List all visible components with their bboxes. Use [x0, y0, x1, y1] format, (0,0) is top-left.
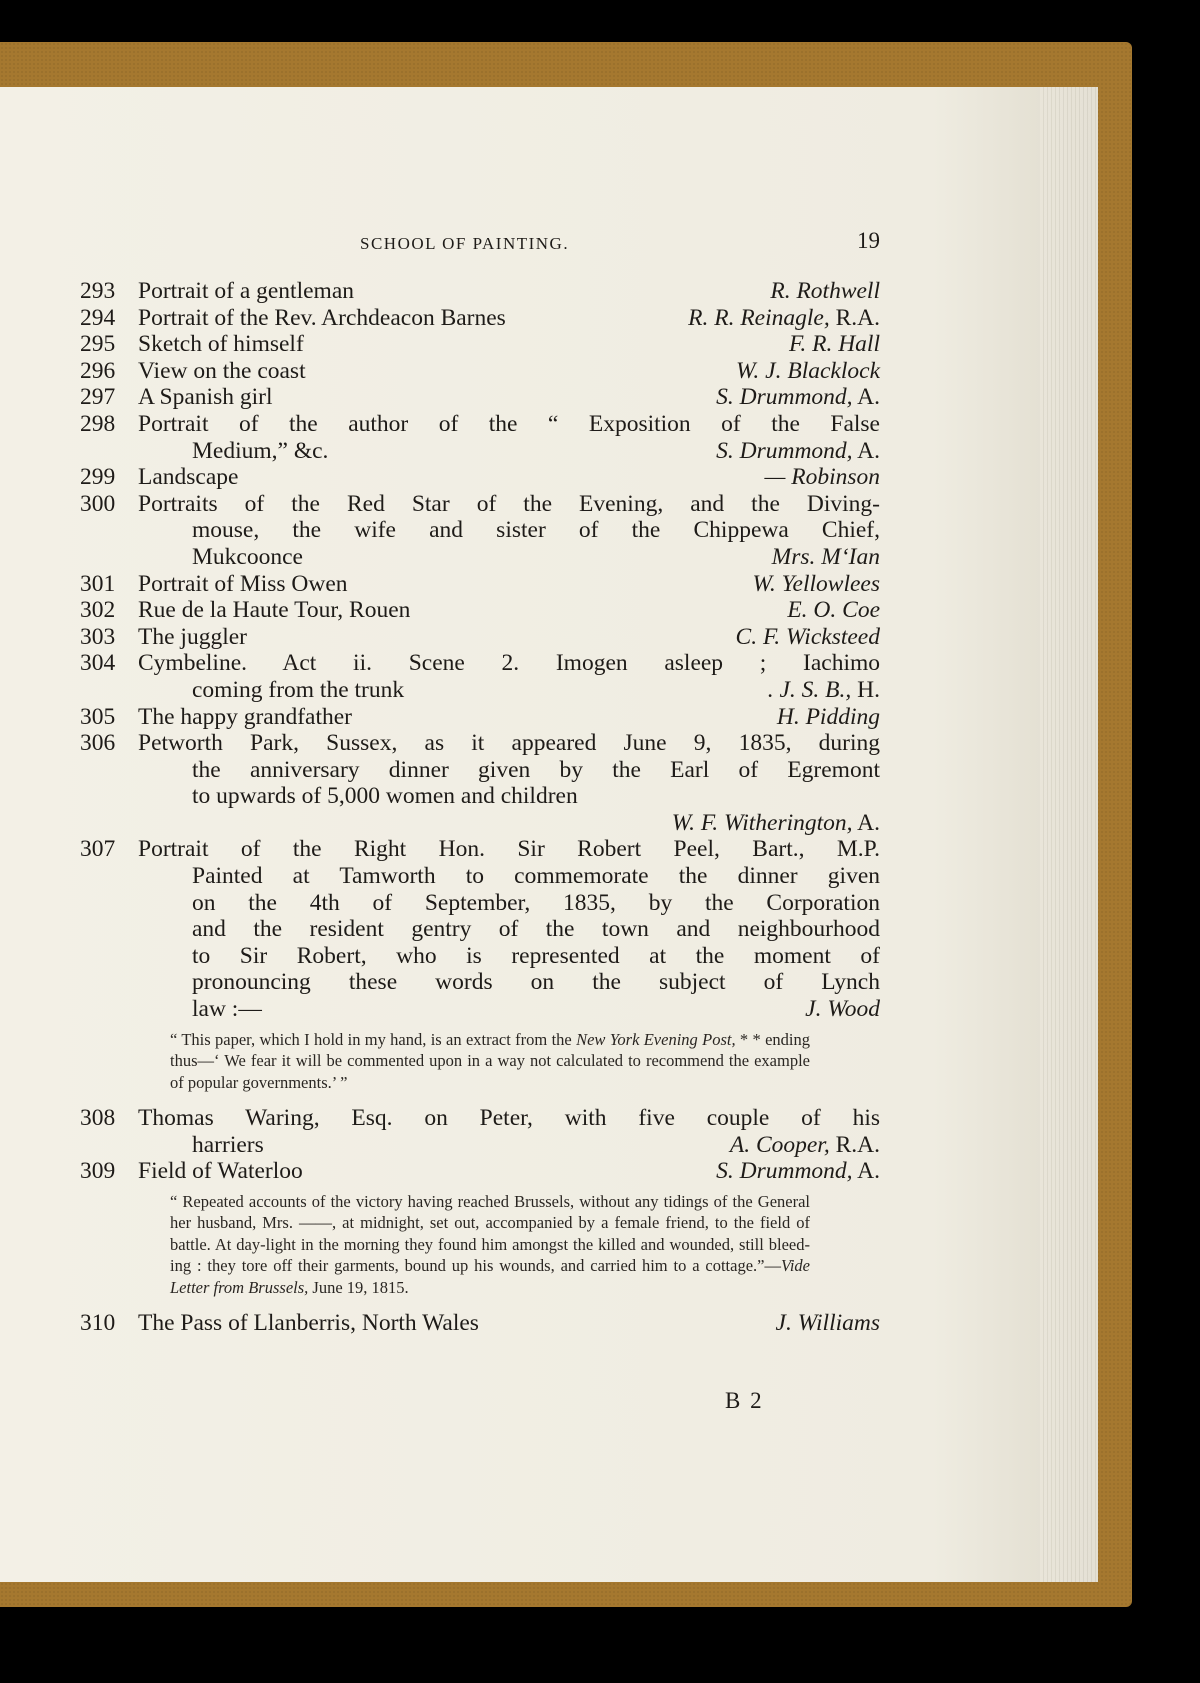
catalogue-entry — [80, 624, 880, 651]
artist-name — [764, 464, 880, 491]
artist-text: S. Drummond, — [716, 1158, 853, 1185]
catalogue-entry — [80, 1310, 880, 1337]
entry-title: pronouncing these words on the subject of Lynch — [192, 969, 880, 996]
entry-line — [80, 1158, 880, 1185]
entry-title: Field of Waterloo — [138, 1158, 303, 1185]
entry-title: Landscape — [138, 464, 239, 491]
entry-title: Portrait of the Rev. Archdeacon Barnes — [138, 304, 506, 331]
catalogue-entry — [80, 836, 880, 1093]
entry-title: mouse, the wife and sister of the Chippewa Chief, — [192, 517, 880, 544]
catalogue-entry — [80, 1105, 880, 1158]
entry-line — [80, 650, 880, 677]
entry-number: 293 — [80, 278, 116, 304]
entry-line — [80, 916, 880, 943]
entry-number: 307 — [80, 836, 116, 863]
entry-number: 304 — [80, 650, 116, 677]
artist-text: F. R. Hall — [789, 331, 880, 358]
running-head: SCHOOL OF PAINTING. — [360, 234, 570, 253]
entry-title: Petworth Park, Sussex, as it appeared June 9, 1835, during — [138, 730, 880, 757]
entry-title: Thomas Waring, Esq. on Peter, with five couple of his — [138, 1105, 880, 1132]
artist-text: R. R. Reinagle, — [688, 304, 830, 331]
entry-title: to upwards of 5,000 women and children — [192, 783, 578, 810]
artist-text: E. O. Coe — [787, 597, 880, 624]
catalogue-entry — [80, 411, 880, 464]
entry-title: The juggler — [138, 623, 247, 650]
entry-line — [80, 411, 880, 438]
entry-title: Mukcoonce — [192, 543, 303, 570]
catalogue-entry — [80, 650, 880, 703]
catalogue-entry — [80, 1158, 880, 1298]
artist-name — [789, 331, 880, 358]
catalogue-entries — [80, 278, 880, 1337]
entry-number: 306 — [80, 730, 116, 757]
entry-artist-line — [80, 810, 880, 837]
entry-number: 300 — [80, 490, 116, 517]
artist-suffix: A. — [852, 1158, 880, 1185]
entry-title: Portrait of Miss Owen — [138, 570, 348, 597]
artist-text: S. Drummond, — [716, 384, 853, 411]
footnote-quote — [170, 1191, 810, 1299]
catalogue-entry — [80, 358, 880, 385]
entry-line — [80, 491, 880, 518]
entry-line — [80, 517, 880, 544]
entry-number: 295 — [80, 331, 116, 358]
artist-text: H. Pidding — [776, 703, 880, 730]
entry-title: on the 4th of September, 1835, by the Corporation — [192, 889, 880, 916]
entry-line — [80, 730, 880, 757]
entry-title: The happy grandfather — [138, 703, 353, 730]
artist-name — [672, 810, 880, 837]
entry-line — [80, 969, 880, 996]
entry-title: Rue de la Haute Tour, Rouen — [138, 597, 411, 624]
entry-title: to Sir Robert, who is represented at the moment of — [192, 942, 880, 969]
entry-title: Cymbeline. Act ii. Scene 2. Imogen asleep ; Iachimo — [138, 650, 880, 677]
entry-line — [80, 571, 880, 598]
entry-line — [80, 996, 880, 1023]
artist-name — [752, 571, 880, 598]
entry-line — [80, 544, 880, 571]
catalogue-entry — [80, 464, 880, 491]
artist-name — [736, 358, 880, 385]
footnote-quote — [170, 1029, 810, 1094]
entry-line — [80, 1310, 880, 1337]
entry-number: 294 — [80, 304, 116, 331]
entry-title: Medium,” &c. — [192, 437, 329, 464]
entry-title: Painted at Tamworth to commemorate the dinner given — [192, 863, 880, 890]
entry-title: and the resident gentry of the town and neighbourhood — [192, 916, 880, 943]
entry-number: 299 — [80, 464, 116, 491]
entry-number: 309 — [80, 1158, 116, 1185]
artist-text: A. Cooper, — [729, 1131, 830, 1158]
artist-text: W. Yellowlees — [752, 570, 880, 597]
page-header — [80, 228, 880, 258]
entry-line — [80, 783, 880, 810]
entry-line — [80, 757, 880, 784]
entry-line — [80, 836, 880, 863]
artist-suffix: R.A. — [829, 1131, 880, 1158]
entry-number: 310 — [80, 1310, 116, 1337]
catalogue-entry — [80, 331, 880, 358]
entry-number: 301 — [80, 570, 116, 597]
artist-name — [776, 1310, 880, 1337]
entry-line — [80, 438, 880, 465]
entry-line — [80, 943, 880, 970]
entry-number: 298 — [80, 410, 116, 437]
artist-name — [736, 624, 880, 651]
entry-title: The Pass of Llanberris, North Wales — [138, 1310, 479, 1337]
quote-text: “ Repeated accounts of the victory having reached Brussels, without any tidings of the General her husband, Mrs. ——, at midnight, set out, accompanied by a female friend, to the field of battle. At day-light in the morning they found him amongst the killed and wounded, still bleed-ing : they tore off their garments, bound up his wounds, and carried him to a cottage.”— — [170, 1191, 810, 1276]
entry-line — [80, 1105, 880, 1132]
artist-suffix: H. — [851, 676, 880, 703]
entry-line — [80, 278, 880, 305]
artist-name — [777, 704, 880, 731]
entry-title: the anniversary dinner given by the Earl of Egremont — [192, 756, 880, 783]
artist-text: J. Wood — [805, 996, 880, 1023]
artist-name — [716, 1158, 880, 1185]
catalogue-entry — [80, 384, 880, 411]
entry-number: 297 — [80, 384, 116, 411]
artist-name — [716, 438, 880, 465]
artist-text: C. F. Wicksteed — [735, 623, 880, 650]
signature-mark: B 2 — [725, 1388, 764, 1413]
artist-name — [770, 278, 880, 305]
entry-title: Sketch of himself — [138, 331, 304, 358]
artist-text: W. J. Blacklock — [736, 357, 880, 384]
quote-text: “ This paper, which I hold in my hand, is an extract from the — [170, 1029, 577, 1049]
entry-title: A Spanish girl — [138, 384, 273, 411]
artist-text: J. Williams — [775, 1310, 880, 1337]
artist-suffix: A. — [852, 437, 880, 464]
entry-line — [80, 890, 880, 917]
entry-title: Portraits of the Red Star of the Evening, and the Diving- — [138, 490, 880, 517]
quote-text: * * ending thus—‘ We fear it will be commented upon in a way not calculated to recommend the example of popular governments.’ ” — [170, 1029, 810, 1092]
quote-text: June 19, 1815. — [308, 1277, 409, 1297]
entry-title: Portrait of the Right Hon. Sir Robert Peel, Bart., M.P. — [138, 836, 880, 863]
entry-title: View on the coast — [138, 357, 306, 384]
artist-text: . J. S. B., — [767, 676, 852, 703]
entry-line — [80, 464, 880, 491]
entry-title: Portrait of a gentleman — [138, 278, 354, 304]
entry-line — [80, 863, 880, 890]
entry-line — [80, 1132, 880, 1159]
artist-name — [772, 544, 880, 571]
entry-line — [80, 677, 880, 704]
catalogue-entry — [80, 597, 880, 624]
entry-number: 296 — [80, 357, 116, 384]
artist-suffix: A. — [852, 809, 880, 836]
artist-name — [730, 1132, 880, 1159]
artist-suffix: R.A. — [829, 304, 880, 331]
artist-text: W. F. Witherington, — [671, 809, 853, 836]
entry-number: 305 — [80, 703, 116, 730]
entry-number: 303 — [80, 623, 116, 650]
quote-source: Vide Letter from Brussels, — [170, 1256, 810, 1297]
entry-line — [80, 384, 880, 411]
entry-line — [80, 331, 880, 358]
catalogue-entry — [80, 571, 880, 598]
page-number: 19 — [857, 228, 880, 253]
catalogue-entry — [80, 305, 880, 332]
entry-title: law :— — [192, 996, 262, 1023]
artist-name — [768, 677, 880, 704]
catalogue-entry — [80, 704, 880, 731]
artist-text: S. Drummond, — [716, 437, 853, 464]
entry-title: coming from the trunk — [192, 676, 405, 703]
artist-name — [688, 305, 880, 332]
catalogue-entry — [80, 278, 880, 305]
entry-line — [80, 704, 880, 731]
artist-text: Mrs. M‘Ian — [771, 543, 880, 570]
entry-line — [80, 358, 880, 385]
artist-name — [805, 996, 880, 1023]
catalogue-entry — [80, 491, 880, 571]
quote-source: New York Evening Post, — [576, 1029, 736, 1049]
catalogue-entry — [80, 730, 880, 836]
page-edges — [1040, 87, 1098, 1582]
entry-title: Portrait of the author of the “ Exposition of the False — [138, 410, 880, 437]
artist-name — [787, 597, 880, 624]
entry-title: harriers — [192, 1131, 264, 1158]
artist-text: R. Rothwell — [770, 278, 880, 304]
entry-line — [80, 597, 880, 624]
entry-line — [80, 624, 880, 651]
artist-text: — Robinson — [764, 464, 880, 491]
artist-suffix: A. — [852, 384, 880, 411]
entry-number: 302 — [80, 597, 116, 624]
entry-number: 308 — [80, 1105, 116, 1132]
artist-name — [716, 384, 880, 411]
entry-line — [80, 305, 880, 332]
